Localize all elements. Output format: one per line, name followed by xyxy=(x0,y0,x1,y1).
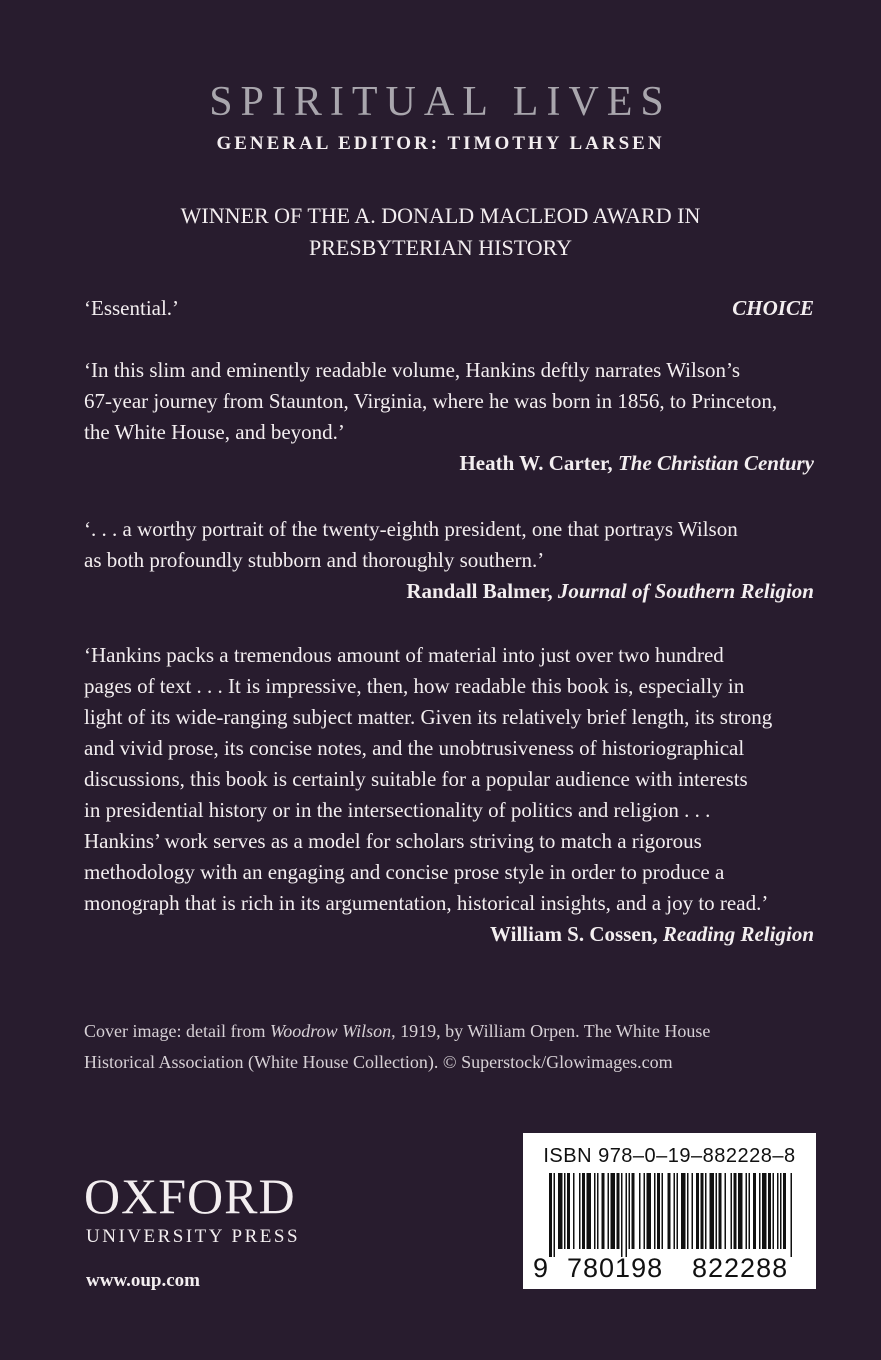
barcode-bar xyxy=(731,1173,733,1249)
cover-image-credit xyxy=(84,1016,816,1078)
credit-suffix: , 1919, by William Orpen. The White House xyxy=(391,1021,711,1041)
barcode-bar xyxy=(617,1173,620,1249)
barcode-bar xyxy=(573,1173,575,1249)
barcode-bar xyxy=(647,1173,652,1249)
review-line: the White House, and beyond.’ xyxy=(84,420,345,444)
review-source: CHOICE xyxy=(732,296,814,320)
barcode-bar xyxy=(705,1173,707,1249)
barcode-bar xyxy=(791,1173,793,1257)
review-author: Randall Balmer, xyxy=(406,579,553,603)
barcode-bar xyxy=(549,1173,552,1257)
barcode-bar xyxy=(762,1173,767,1249)
barcode-bar xyxy=(587,1173,592,1249)
barcode-bar xyxy=(746,1173,748,1249)
barcode-bar xyxy=(602,1173,605,1249)
barcode-bar xyxy=(719,1173,722,1249)
review-attribution xyxy=(84,919,814,950)
review-publication: Reading Religion xyxy=(662,922,814,946)
credit-work: Woodrow Wilson xyxy=(269,1021,392,1041)
barcode-bar xyxy=(674,1173,676,1249)
barcode-bar xyxy=(696,1173,699,1249)
barcode-bar xyxy=(657,1173,660,1249)
review-line: 67-year journey from Staunton, Virginia, where he was born in 1856, to Princeton, xyxy=(84,389,778,413)
isbn-label: ISBN 978–0–19–882228–8 xyxy=(543,1145,796,1167)
barcode-bar xyxy=(734,1173,737,1249)
barcode-bar xyxy=(759,1173,761,1249)
review-attribution xyxy=(84,576,814,607)
barcode-bar xyxy=(582,1173,585,1249)
barcode-bar xyxy=(626,1173,628,1257)
barcode-bar xyxy=(701,1173,704,1249)
series-editor: GENERAL EDITOR: TIMOTHY LARSEN xyxy=(216,133,665,154)
review-line: light of its wide-ranging subject matter. Given its relatively brief length, its strong xyxy=(84,705,773,729)
barcode-bar xyxy=(611,1173,616,1249)
credit-line xyxy=(84,1016,816,1047)
barcode-bar xyxy=(780,1173,782,1249)
series-title: SPIRITUAL LIVES xyxy=(209,79,672,125)
barcode-bar xyxy=(564,1173,566,1249)
review-author: William S. Cossen, xyxy=(489,922,658,946)
review-publication: The Christian Century xyxy=(617,451,814,475)
barcode-bar xyxy=(629,1173,631,1249)
credit-prefix: Cover image: detail from xyxy=(84,1021,266,1041)
barcode-digits-right: 822288 xyxy=(692,1253,789,1283)
barcode-bar xyxy=(632,1173,635,1249)
review-author: Heath W. Carter, xyxy=(459,451,613,475)
barcode-bar xyxy=(692,1173,694,1249)
barcode-digits-left: 780198 xyxy=(567,1253,664,1283)
barcode-bar xyxy=(773,1173,775,1249)
barcode-bar xyxy=(558,1173,563,1249)
barcode-bar xyxy=(567,1173,570,1249)
review-line: and vivid prose, its concise notes, and the unobtrusiveness of historiographical xyxy=(84,736,745,760)
barcode-digit-first: 9 xyxy=(533,1253,550,1283)
barcode-bar xyxy=(753,1173,756,1249)
review-attribution xyxy=(84,448,814,479)
barcode-bar xyxy=(644,1173,646,1249)
barcode-bar xyxy=(639,1173,641,1249)
review-quote: ‘Essential.’ xyxy=(84,296,180,320)
barcode-bar xyxy=(621,1173,623,1257)
barcode-bar xyxy=(710,1173,715,1249)
review-balmer xyxy=(84,514,814,607)
barcode-bar xyxy=(687,1173,689,1249)
barcode-bar xyxy=(725,1173,727,1249)
award-statement xyxy=(70,200,811,264)
review-publication: Journal of Southern Religion xyxy=(557,579,814,603)
barcode-bar xyxy=(654,1173,656,1249)
barcode-bar xyxy=(768,1173,771,1249)
review-carter xyxy=(84,355,814,479)
award-line: WINNER OF THE A. DONALD MACLEOD AWARD IN xyxy=(180,203,701,228)
barcode-bar xyxy=(749,1173,751,1249)
barcode-bar xyxy=(668,1173,671,1249)
barcode-bar xyxy=(783,1173,786,1249)
barcode-bar xyxy=(662,1173,664,1249)
review-line: ‘In this slim and eminently readable volume, Hankins deftly narrates Wilson’s xyxy=(84,358,741,382)
barcode-bar xyxy=(597,1173,599,1249)
publisher-logo-name: OXFORD xyxy=(84,1168,296,1224)
barcode-bar xyxy=(608,1173,610,1249)
review-cossen xyxy=(84,640,814,950)
review-line: ‘Hankins packs a tremendous amount of material into just over two hundred xyxy=(84,643,724,667)
credit-line: Historical Association (White House Collection). © Superstock/Glowimages.com xyxy=(84,1052,673,1072)
barcode-bar xyxy=(681,1173,686,1249)
review-line: pages of text . . . It is impressive, then, how readable this book is, especially in xyxy=(84,674,745,698)
award-line: PRESBYTERIAN HISTORY xyxy=(308,235,573,260)
publisher-logo-press: UNIVERSITY PRESS xyxy=(86,1226,301,1247)
review-line: Hankins’ work serves as a model for scholars striving to match a rigorous xyxy=(84,829,702,853)
barcode-bar xyxy=(738,1173,743,1249)
barcode-bar xyxy=(777,1173,779,1249)
barcode-bar xyxy=(677,1173,679,1249)
review-line: discussions, this book is certainly suitable for a popular audience with interests xyxy=(84,767,748,791)
review-line: as both profoundly stubborn and thoroughly southern.’ xyxy=(84,548,545,572)
barcode-bars xyxy=(537,1173,801,1257)
review-line: ‘. . . a worthy portrait of the twenty-eighth president, one that portrays Wilson xyxy=(84,517,738,541)
review-line: in presidential history or in the intersectionality of politics and religion . . . xyxy=(84,798,711,822)
barcode-bar xyxy=(716,1173,718,1249)
review-line: monograph that is rich in its argumentation, historical insights, and a joy to read.’ xyxy=(84,891,769,915)
isbn-barcode xyxy=(523,1133,816,1289)
barcode-bar xyxy=(594,1173,596,1249)
publisher-url: www.oup.com xyxy=(86,1270,201,1291)
barcode-bar xyxy=(579,1173,581,1249)
review-line: methodology with an engaging and concise prose style in order to produce a xyxy=(84,860,725,884)
barcode-bar xyxy=(554,1173,556,1257)
review-choice xyxy=(84,293,814,324)
